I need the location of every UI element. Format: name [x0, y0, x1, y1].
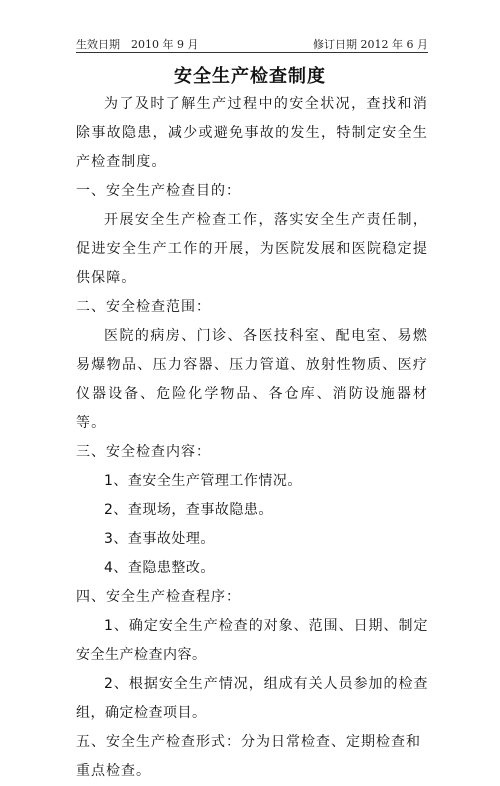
section-heading-content: 三、安全检查内容： — [76, 444, 211, 460]
procedure-paragraph: 2、根据安全生产情况，组成有关人员参加的检查组，确定检查项目。 — [76, 676, 428, 721]
procedure-paragraph: 1、确定安全生产检查的对象、范围、日期、制定安全生产检查内容。 — [76, 618, 428, 663]
list-item: 1、查安全生产管理工作情况。 — [104, 473, 302, 489]
page-header — [76, 32, 428, 53]
document-title: 安全生产检查制度 — [174, 66, 326, 87]
effective-date: 生效日期 2010 年 9 月 — [76, 38, 199, 51]
section-heading-forms: 五、安全生产检查形式：分为日常检查、定期检查和重点检查。 — [76, 734, 421, 779]
document-body — [76, 90, 428, 786]
list-item: 2、查现场，查事故隐患。 — [104, 502, 273, 518]
section-heading-purpose: 一、安全生产检查目的： — [76, 183, 241, 199]
list-item: 4、查隐患整改。 — [104, 560, 215, 576]
section-body-scope: 医院的病房、门诊、各医技科室、配电室、易燃易爆物品、压力容器、压力管道、放射性物质、医疗仪器设备、危险化学物品、各仓库、消防设施器材等。 — [76, 328, 428, 431]
section-heading-scope: 二、安全检查范围： — [76, 299, 211, 315]
intro-paragraph: 为了及时了解生产过程中的安全状况，查找和消除事故隐患，减少或避免事故的发生，特制定安全生产检查制度。 — [76, 96, 428, 170]
section-body-purpose: 开展安全生产检查工作，落实安全生产责任制，促进安全生产工作的开展，为医院发展和医院稳定提供保障。 — [76, 212, 428, 286]
section-heading-procedure: 四、安全生产检查程序： — [76, 589, 241, 605]
list-item: 3、查事故处理。 — [104, 531, 215, 547]
revision-date: 修订日期 2012 年 6 月 — [313, 38, 428, 51]
